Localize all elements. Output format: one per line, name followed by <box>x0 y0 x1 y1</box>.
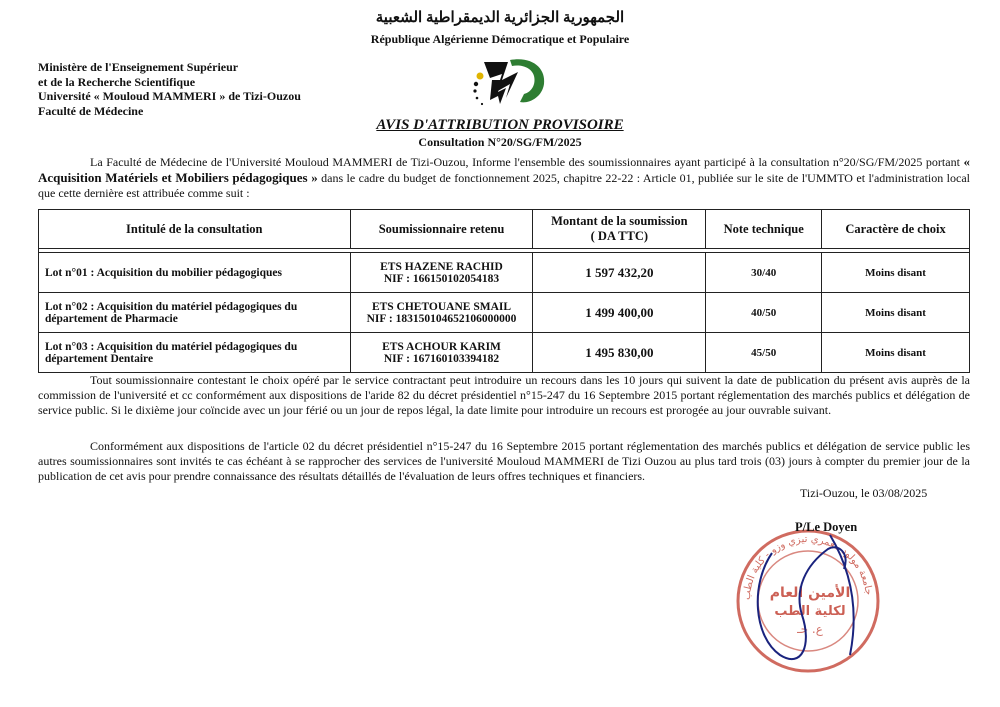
table-row <box>39 293 970 333</box>
lot-cell <box>39 253 351 293</box>
bidder-nif: NIF : 183150104652106000000 <box>366 312 517 325</box>
lot-line: département de Pharmacie <box>45 312 178 325</box>
ministry-line: Université « Mouloud MAMMERI » de Tizi-Ouzou <box>38 89 301 103</box>
header-choice: Caractère de choix <box>822 210 970 249</box>
bidder-name: ETS CHETOUANE SMAIL <box>371 300 512 313</box>
intro-text: dans le cadre du budget de fonctionnement 2025, chapitre 22-22 : Article 01, publiée sur le site de l'UMMTO et l'administration local que cette dernière est attribuée comme suit : <box>38 171 970 200</box>
stamp-line: الأمين العام <box>769 585 851 601</box>
lot-line: Lot n°03 : Acquisition du matériel pédagogiques du <box>45 340 298 353</box>
logo-green-arc <box>510 59 544 102</box>
choice-cell: Moins disant <box>822 333 970 373</box>
lot-cell <box>39 293 351 333</box>
note-cell: 30/40 <box>706 253 822 293</box>
note-cell: 40/50 <box>706 293 822 333</box>
amount-cell: 1 597 432,20 <box>533 253 706 293</box>
stamp-line: لكلية الطب <box>774 604 846 619</box>
table-row <box>39 253 970 293</box>
intro-paragraph <box>38 154 970 201</box>
header-amount <box>533 210 706 249</box>
stamp-ring-text: جامعة مولود معمري تيزي وزو - كلية الطب <box>741 533 874 601</box>
logo-dot <box>476 97 479 100</box>
ministry-line: et de la Recherche Scientifique <box>38 74 196 89</box>
header-note: Note technique <box>706 210 822 249</box>
bidder-name: ETS HAZENE RACHID <box>380 260 503 273</box>
table-row <box>39 333 970 373</box>
ministry-line: Faculté de Médecine <box>38 103 144 118</box>
attribution-table <box>38 209 970 373</box>
lot-line: Lot n°01 : Acquisition du mobilier pédagogiques <box>45 266 282 279</box>
stamp-inner-ring <box>758 551 858 651</box>
signer-title: P/Le Doyen <box>795 520 858 534</box>
logo-yellow-dot <box>477 73 484 80</box>
lot-cell <box>39 333 351 373</box>
invitation-paragraph: Conformément aux dispositions de l'article 02 du décret présidentiel n°15-247 du 16 Septembre 2015 portant réglementation des marchés publics et délégation de service public les autres soumissionnaires sont invités te cas échéant à se rapprocher des services de l'université Mouloud MAMMERI de Tizi Ouzou au plus tard trois (03) jours à compter du premier jour de la publication de cet avis pour prendre connaissance des résultats détaillés de l'évaluation de leurs offres techniques et financiers. <box>38 439 970 483</box>
consultation-number: Consultation N°20/SG/FM/2025 <box>418 135 582 149</box>
bidder-name: ETS ACHOUR KARIM <box>382 340 501 353</box>
ministry-line: Ministère de l'Enseignement Supérieur <box>38 60 239 74</box>
bidder-nif: NIF : 167160103394182 <box>383 352 500 365</box>
logo-dot <box>474 82 478 86</box>
recourse-paragraph: Tout soumissionnaire contestant le choix opéré par le service contractant peut introduire un recours dans les 10 jours qui suivent la date de publication du présent avis auprès de la commission de l'université et cc conformément aux dispositions de l'aride 82 du décret présidentiel n°15-247 du 16 Septembre 2015 portant réglementation des marchés publics et délégation de service public. Si le dixième jour coïncide avec un jour férié ou un jour de repos légal, la date limite pour introduire un recours est prorogée au jour ouvrable suivant. <box>38 373 970 417</box>
amount-cell: 1 499 400,00 <box>533 293 706 333</box>
stamp-line: ع. حـ <box>797 622 823 636</box>
note-cell: 45/50 <box>706 333 822 373</box>
header-consultation: Intitulé de la consultation <box>39 210 351 249</box>
choice-cell: Moins disant <box>822 253 970 293</box>
republic-title: République Algérienne Démocratique et Populaire <box>370 32 630 46</box>
bidder-cell <box>350 253 533 293</box>
logo-dot <box>481 103 483 105</box>
stamp-outer-ring <box>738 531 878 671</box>
header-amount-line: ( DA TTC) <box>590 229 649 243</box>
arabic-republic-title: الجمهورية الجزائرية الديمقراطية الشعبية <box>375 10 625 26</box>
ministry-block <box>38 60 301 118</box>
lot-line: département Dentaire <box>45 352 154 365</box>
logo-dot <box>473 89 476 92</box>
header-amount-line: Montant de la soumission <box>551 214 688 228</box>
notice-title: AVIS D'ATTRIBUTION PROVISOIRE <box>376 117 624 133</box>
lot-line: Lot n°02 : Acquisition du matériel pédagogiques du <box>45 300 298 313</box>
header-bidder: Soumissionnaire retenu <box>350 210 533 249</box>
choice-cell: Moins disant <box>822 293 970 333</box>
table-header-row <box>39 210 970 249</box>
amount-cell: 1 495 830,00 <box>533 333 706 373</box>
intro-object: « Acquisition Matériels et Mobiliers pédagogiques » <box>38 154 970 185</box>
university-logo <box>462 54 552 116</box>
place-date: Tizi-Ouzou, le 03/08/2025 <box>800 486 928 500</box>
bidder-cell <box>350 293 533 333</box>
bidder-nif: NIF : 166150102054183 <box>383 272 500 285</box>
bidder-cell <box>350 333 533 373</box>
intro-text: La Faculté de Médecine de l'Université Mouloud MAMMERI de Tizi-Ouzou, Informe l'ensemble des soumissionnaires ayant participé à la consultation n°20/SG/FM/2025 portant <box>90 155 964 169</box>
